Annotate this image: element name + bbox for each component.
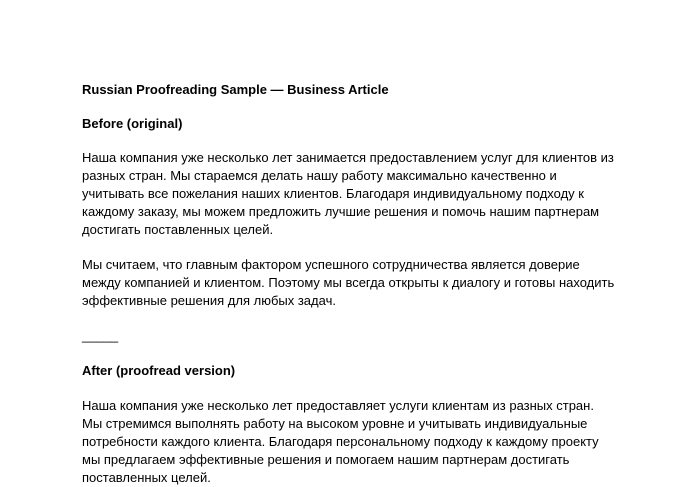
text-line: между компанией и клиентом. Поэтому мы всегда открыты к диалогу и готовы находить [82, 275, 615, 290]
text-line: Мы стремимся выполнять работу на высоком уровне и учитывать индивидуальные [82, 416, 588, 431]
before-heading: Before (original) [82, 116, 183, 131]
text-line: каждому заказу, мы можем предложить лучшие решения и помочь нашим партнерам [82, 204, 600, 219]
text-line: потребности каждого клиента. Благодаря персональному подходу к каждому проекту [82, 434, 599, 449]
spacer [82, 380, 622, 397]
after-paragraph-1 [82, 397, 622, 487]
text-line: мы предлагаем эффективные решения и помогаем нашим партнерам достигать [82, 452, 570, 467]
spacer [82, 345, 622, 362]
spacer [82, 99, 622, 115]
document-body [82, 81, 622, 487]
text-line: эффективные решения для любых задач. [82, 293, 336, 308]
document-title: Russian Proofreading Sample — Business Article [82, 82, 389, 97]
spacer [82, 133, 622, 149]
text-line: Наша компания уже несколько лет занимается предоставлением услуг для клиентов из [82, 150, 614, 165]
spacer [82, 239, 622, 256]
text-line: разных стран. Мы стараемся делать нашу работу максимально качественно и [82, 168, 557, 183]
before-paragraph-2 [82, 256, 622, 310]
text-line: Наша компания уже несколько лет предоставляет услуги клиентам из разных стран. [82, 398, 594, 413]
after-heading: After (proofread version) [82, 363, 236, 378]
spacer [82, 310, 622, 327]
section-divider: _____ [82, 328, 119, 343]
text-line: Мы считаем, что главным фактором успешного сотрудничества является доверие [82, 257, 580, 272]
text-line: поставленных целей. [82, 470, 211, 485]
text-line: достигать поставленных целей. [82, 222, 274, 237]
before-paragraph-1 [82, 149, 622, 239]
text-line: учитывать все пожелания наших клиентов. Благодаря индивидуальному подходу к [82, 186, 584, 201]
